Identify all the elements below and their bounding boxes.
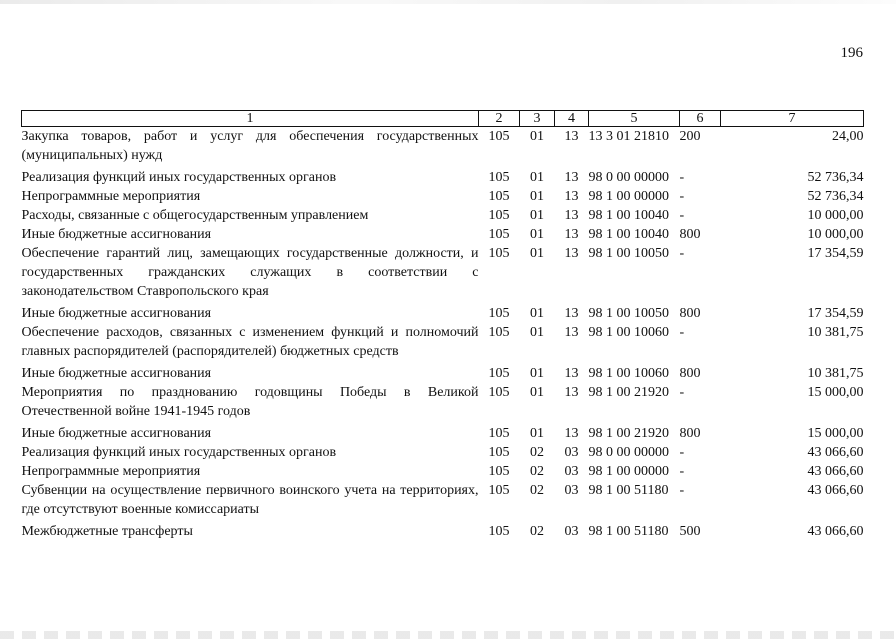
- cell-vr: -: [679, 483, 685, 498]
- cell-sum: 10 381,75: [807, 325, 864, 340]
- cell-pr: 13: [564, 426, 579, 441]
- cell-gr: 105: [488, 385, 510, 400]
- cell-csr: 98 1 00 21920: [588, 385, 669, 400]
- budget-table: [21, 110, 864, 541]
- cell-pr: 13: [564, 129, 579, 144]
- cell-rz: 01: [530, 366, 544, 381]
- cell-vr: -: [679, 464, 685, 479]
- cell-sum: 17 354,59: [807, 246, 864, 261]
- cell-rz: 02: [530, 464, 544, 479]
- cell-vr: -: [679, 189, 685, 204]
- cell-name: Межбюджетные трансферты: [21, 524, 193, 539]
- cell-vr: 800: [679, 366, 701, 381]
- cell-name: Непрограммные мероприятия: [21, 189, 201, 204]
- cell-rz: 01: [530, 385, 544, 400]
- cell-sum: 10 381,75: [807, 366, 864, 381]
- cell-sum: 52 736,34: [807, 170, 864, 185]
- cell-name: Субвенции на осуществление первичного воинского учета на территориях, где отсутствуют военные комиссариаты: [21, 483, 479, 517]
- cell-name: Закупка товаров, работ и услуг для обеспечения государственных (муниципальных) нужд: [21, 129, 479, 163]
- table-row: [22, 361, 864, 383]
- col-header-gr: 2: [479, 111, 520, 127]
- cell-gr: 105: [488, 325, 510, 340]
- table-row: [22, 225, 864, 244]
- cell-gr: 105: [488, 483, 510, 498]
- cell-name: Непрограммные мероприятия: [21, 464, 201, 479]
- cell-csr: 98 1 00 10050: [588, 306, 669, 321]
- table-row: [22, 301, 864, 323]
- cell-gr: 105: [488, 208, 510, 223]
- cell-vr: 800: [679, 426, 701, 441]
- cell-rz: 01: [530, 306, 544, 321]
- table-row: [22, 127, 864, 166]
- cell-sum: 15 000,00: [807, 426, 864, 441]
- cell-pr: 03: [564, 524, 579, 539]
- cell-pr: 13: [564, 189, 579, 204]
- cell-sum: 10 000,00: [807, 227, 864, 242]
- cell-rz: 01: [530, 189, 544, 204]
- cell-pr: 13: [564, 208, 579, 223]
- cell-sum: 43 066,60: [807, 483, 864, 498]
- cell-vr: -: [679, 208, 685, 223]
- page-number: 196: [840, 45, 863, 61]
- cell-pr: 03: [564, 464, 579, 479]
- cell-gr: 105: [488, 246, 510, 261]
- table-row: [22, 481, 864, 519]
- cell-csr: 98 1 00 51180: [588, 483, 669, 498]
- cell-name: Мероприятия по празднованию годовщины Победы в Великой Отечественной войне 1941-1945 годов: [21, 385, 479, 419]
- cell-gr: 105: [488, 445, 510, 460]
- table-row: [22, 443, 864, 462]
- cell-name: Обеспечение расходов, связанных с изменением функций и полномочий главных распорядителей (распорядителей) бюджетных средств: [21, 325, 479, 359]
- cell-gr: 105: [488, 464, 510, 479]
- scan-edge-bottom: [0, 631, 896, 639]
- cell-vr: -: [679, 325, 685, 340]
- col-header-sum: 7: [721, 111, 864, 127]
- cell-rz: 01: [530, 426, 544, 441]
- cell-csr: 98 0 00 00000: [588, 170, 669, 185]
- cell-rz: 01: [530, 208, 544, 223]
- cell-sum: 24,00: [832, 129, 864, 144]
- cell-rz: 01: [530, 246, 544, 261]
- cell-vr: -: [679, 170, 685, 185]
- cell-pr: 03: [564, 483, 579, 498]
- col-header-rz: 3: [520, 111, 555, 127]
- scan-edge-top: [0, 0, 896, 4]
- header-row: [22, 111, 864, 127]
- cell-pr: 13: [564, 325, 579, 340]
- cell-rz: 02: [530, 524, 544, 539]
- cell-gr: 105: [488, 426, 510, 441]
- cell-sum: 43 066,60: [807, 524, 864, 539]
- cell-vr: 500: [679, 524, 701, 539]
- table-row: [22, 165, 864, 187]
- cell-rz: 01: [530, 170, 544, 185]
- cell-pr: 13: [564, 306, 579, 321]
- table-row: [22, 206, 864, 225]
- cell-gr: 105: [488, 170, 510, 185]
- col-header-vr: 6: [680, 111, 721, 127]
- cell-sum: 15 000,00: [807, 385, 864, 400]
- table-row: [22, 519, 864, 541]
- cell-name: Иные бюджетные ассигнования: [21, 227, 212, 242]
- cell-csr: 98 1 00 10040: [588, 227, 669, 242]
- cell-vr: 800: [679, 306, 701, 321]
- cell-rz: 02: [530, 445, 544, 460]
- cell-pr: 13: [564, 366, 579, 381]
- table-row: [22, 462, 864, 481]
- cell-csr: 98 1 00 10050: [588, 246, 669, 261]
- cell-vr: 200: [679, 129, 701, 144]
- cell-sum: 43 066,60: [807, 445, 864, 460]
- cell-csr: 98 1 00 21920: [588, 426, 669, 441]
- cell-sum: 43 066,60: [807, 464, 864, 479]
- cell-pr: 13: [564, 170, 579, 185]
- cell-vr: -: [679, 385, 685, 400]
- col-header-pr: 4: [555, 111, 589, 127]
- cell-vr: -: [679, 445, 685, 460]
- cell-pr: 13: [564, 246, 579, 261]
- cell-sum: 52 736,34: [807, 189, 864, 204]
- cell-csr: 98 1 00 00000: [588, 189, 669, 204]
- cell-name: Иные бюджетные ассигнования: [21, 426, 212, 441]
- cell-gr: 105: [488, 524, 510, 539]
- cell-name: Иные бюджетные ассигнования: [21, 366, 212, 381]
- cell-rz: 01: [530, 227, 544, 242]
- cell-gr: 105: [488, 129, 510, 144]
- table-row: [22, 383, 864, 421]
- cell-pr: 13: [564, 227, 579, 242]
- col-header-csr: 5: [589, 111, 680, 127]
- cell-name: Реализация функций иных государственных органов: [21, 170, 337, 185]
- cell-rz: 02: [530, 483, 544, 498]
- cell-name: Обеспечение гарантий лиц, замещающих государственные должности, и государственных гражданских служащих в соответствии с законодательством Ставропольского края: [21, 246, 479, 299]
- cell-name: Расходы, связанные с общегосударственным управлением: [21, 208, 369, 223]
- table-row: [22, 421, 864, 443]
- cell-pr: 13: [564, 385, 579, 400]
- cell-rz: 01: [530, 325, 544, 340]
- cell-name: Реализация функций иных государственных органов: [21, 445, 337, 460]
- cell-csr: 98 0 00 00000: [588, 445, 669, 460]
- table-row: [22, 244, 864, 301]
- cell-csr: 13 3 01 21810: [588, 129, 669, 144]
- table-row: [22, 187, 864, 206]
- cell-gr: 105: [488, 189, 510, 204]
- cell-name: Иные бюджетные ассигнования: [21, 306, 212, 321]
- cell-vr: -: [679, 246, 685, 261]
- cell-csr: 98 1 00 51180: [588, 524, 669, 539]
- table-row: [22, 323, 864, 361]
- cell-csr: 98 1 00 10040: [588, 208, 669, 223]
- cell-gr: 105: [488, 227, 510, 242]
- cell-pr: 03: [564, 445, 579, 460]
- cell-csr: 98 1 00 10060: [588, 366, 669, 381]
- cell-csr: 98 1 00 10060: [588, 325, 669, 340]
- cell-vr: 800: [679, 227, 701, 242]
- cell-sum: 10 000,00: [807, 208, 864, 223]
- cell-gr: 105: [488, 306, 510, 321]
- cell-csr: 98 1 00 00000: [588, 464, 669, 479]
- cell-gr: 105: [488, 366, 510, 381]
- cell-rz: 01: [530, 129, 544, 144]
- col-header-name: 1: [22, 111, 479, 127]
- cell-sum: 17 354,59: [807, 306, 864, 321]
